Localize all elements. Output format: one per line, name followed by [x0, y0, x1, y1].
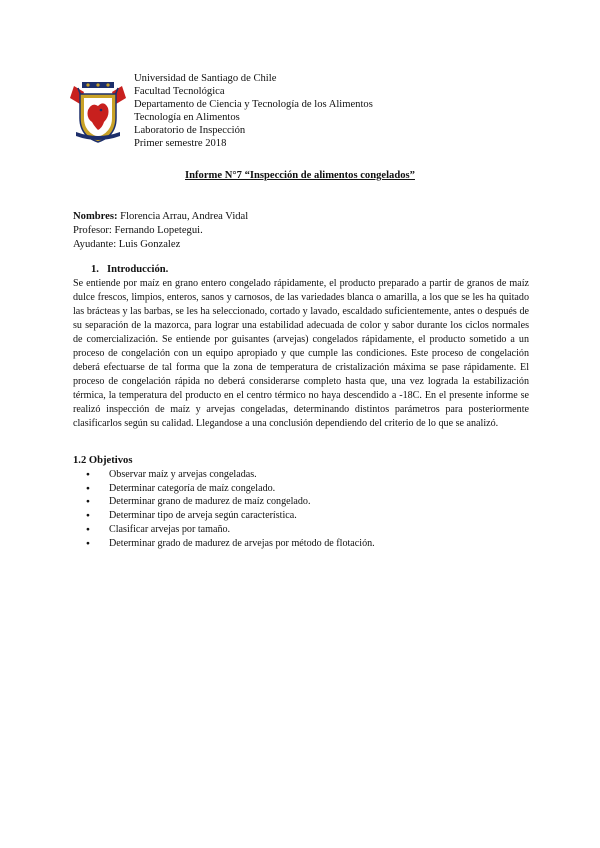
- objective-item: ● Determinar categoría de maíz congelado.: [86, 482, 375, 496]
- people-block: [73, 210, 248, 252]
- section-number: 1.: [91, 264, 99, 275]
- institution-line: Tecnología en Alimentos: [134, 112, 240, 124]
- objective-item: ● Determinar tipo de arveja según característica.: [86, 509, 375, 523]
- professor-line: Profesor: Fernando Lopetegui.: [73, 225, 203, 236]
- institution-line: Laboratorio de Inspección: [134, 125, 246, 137]
- objective-item: ● Determinar grado de madurez de arvejas por método de flotación.: [86, 537, 375, 551]
- names-line: [73, 210, 248, 224]
- introduction-paragraph: Se entiende por maíz en grano entero congelado rápidamente, el producto preparado a partir de granos de maíz dulce frescos, limpios, enteros, sanos y carnosos, de las variedades blanca o amarilla, a los que se les ha quitado las brácteas y las barbas, se les ha seleccionado, cortado y lavado, escaldado suficientemente, antes o después de su separación de la mazorca, para lograr una estabilidad adecuada de color y sabor durante los ciclos normales de comercialización. Se entiende por guisantes (arvejas) congelados rápidamente, el producto sometido a un proceso de congelación con un equipo apropiado y que cumple las condiciones. Este proceso de congelación deberá efectuarse de tal forma que la zona de temperatura de cristalización máxima se pase rápidamente. El proceso de congelación rápida no deberá considerarse completo hasta que, una vez lograda la estabilización térmica, la temperatura del producto en el centro térmico no haya descendido a -18C. En el presente informe se realizó inspección de maíz y arvejas congeladas, determinando distintos parámetros para posteriormente clasificarlos según su calidad. Llegandose a una conclusión dependiendo del criterio de lo que se analizó.: [73, 278, 529, 429]
- objective-item: ● Clasificar arvejas por tamaño.: [86, 523, 375, 537]
- objective-item: ● Determinar grano de madurez de maíz congelado.: [86, 495, 375, 509]
- section-heading-text: Introducción.: [107, 264, 169, 275]
- names-label: Nombres:: [73, 211, 118, 222]
- section-heading-objectives: 1.2 Objetivos: [73, 455, 133, 466]
- names-value: Florencia Arrau, Andrea Vidal: [117, 211, 249, 222]
- institution-info: [134, 72, 373, 151]
- objective-item: ● Observar maíz y arvejas congeladas.: [86, 468, 375, 482]
- institution-line: Universidad de Santiago de Chile: [134, 73, 277, 84]
- report-title: Informe N°7 “Inspección de alimentos congelados”: [185, 170, 415, 181]
- section-heading-introduction: [91, 264, 168, 275]
- institution-line: Primer semestre 2018: [134, 138, 227, 150]
- objectives-list: [86, 468, 375, 550]
- institution-line: Departamento de Ciencia y Tecnología de los Alimentos: [134, 99, 373, 111]
- assistant-line: Ayudante: Luis Gonzalez: [73, 239, 181, 250]
- institution-line: Facultad Tecnológica: [134, 86, 225, 98]
- document-header: [68, 72, 548, 162]
- university-crest-icon: [68, 80, 128, 144]
